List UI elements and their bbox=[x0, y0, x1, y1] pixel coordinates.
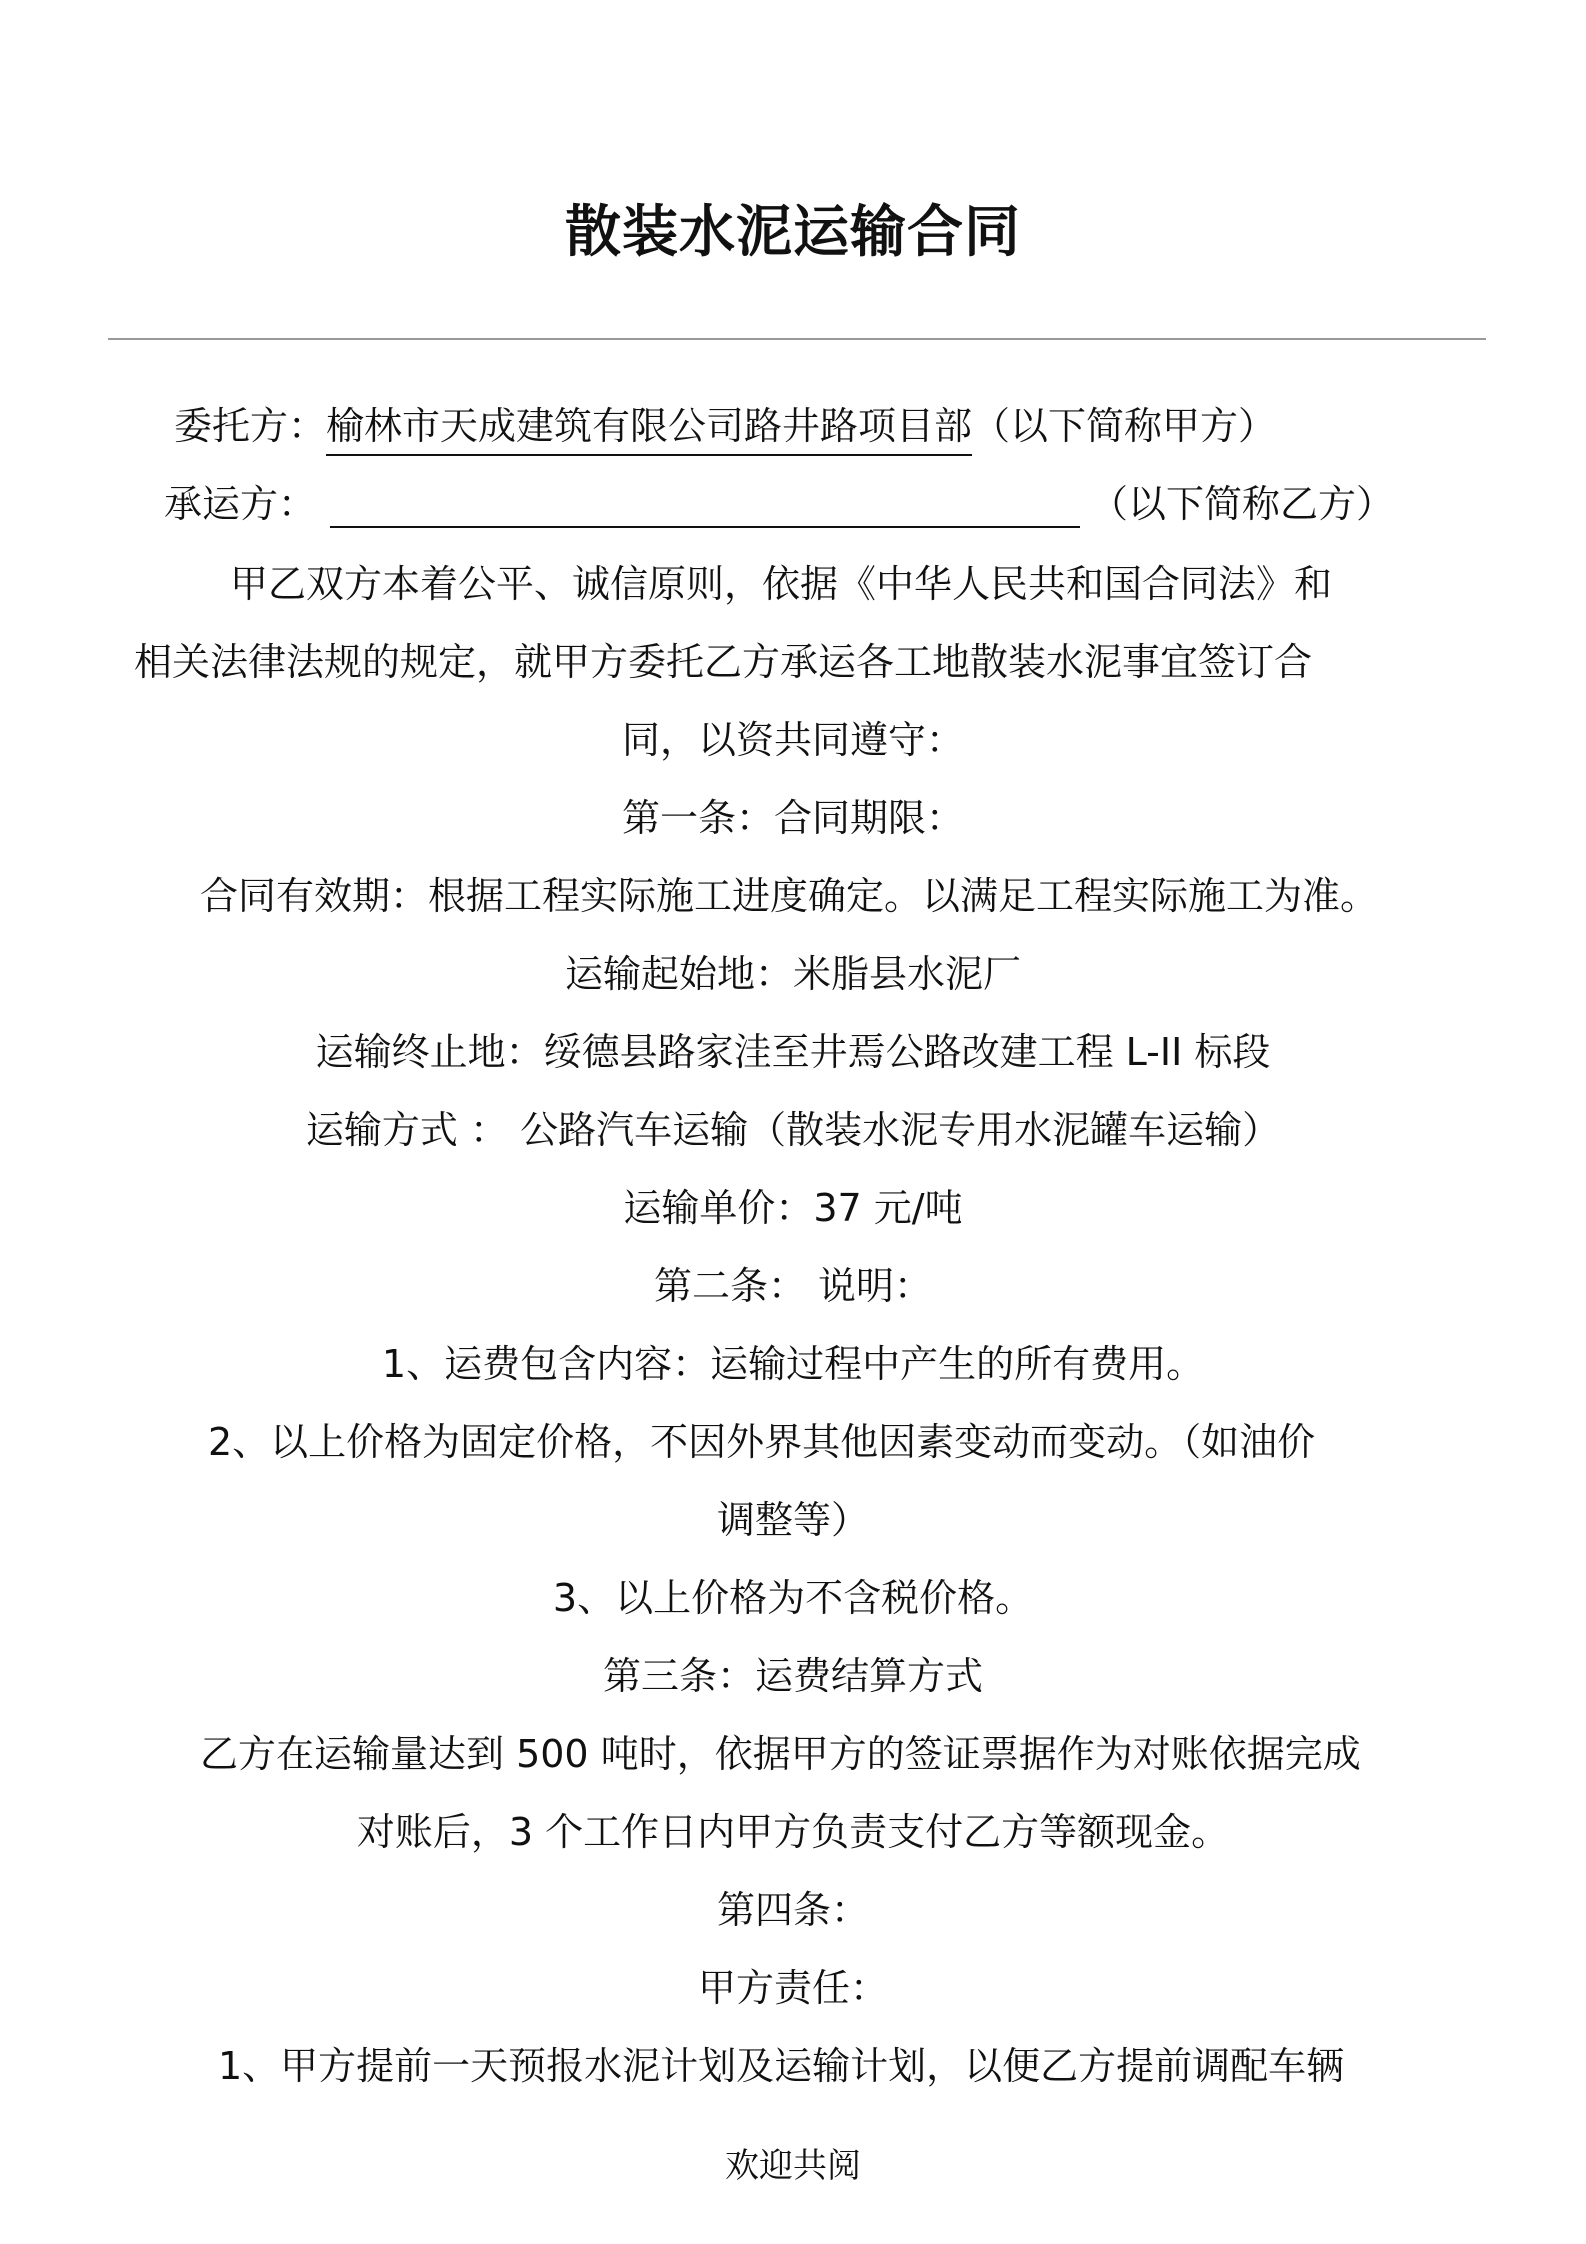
article-4-heading: 第四条： bbox=[716, 1888, 869, 1932]
footer-text: 欢迎共阅 bbox=[725, 2146, 861, 2186]
title-divider bbox=[108, 338, 1486, 340]
transport-method: 运输方式 ： 公路汽车运输（散装水泥专用水泥罐车运输） bbox=[305, 1108, 1281, 1152]
party-a-heading: 甲方责任： bbox=[697, 1966, 888, 2010]
carrier-blank bbox=[330, 486, 1080, 528]
contract-validity: 合同有效期：根据工程实际施工进度确定。以满足工程实际施工为准。 bbox=[200, 874, 1379, 918]
intro-line-1: 甲乙双方本着公平、诚信原则，依据《中华人民共和国合同法》和 bbox=[230, 562, 1333, 606]
document-title: 散装水泥运输合同 bbox=[565, 200, 1021, 265]
article-1-heading: 第一条：合同期限： bbox=[621, 796, 964, 840]
article-3-heading: 第三条：运费结算方式 bbox=[602, 1654, 983, 1698]
settlement-line-1: 乙方在运输量达到 500 吨时，依据甲方的签证票据作为对账依据完成 bbox=[200, 1732, 1361, 1776]
article-2-heading: 第二条： 说明： bbox=[653, 1264, 933, 1308]
transport-origin: 运输起始地：米脂县水泥厂 bbox=[564, 952, 1021, 996]
note-3: 3、以上价格为不含税价格。 bbox=[552, 1576, 1034, 1620]
client-label: 委托方： bbox=[174, 404, 327, 448]
carrier-label: 承运方： bbox=[164, 482, 317, 526]
settlement-line-2: 对账后，3 个工作日内甲方负责支付乙方等额现金。 bbox=[356, 1810, 1230, 1854]
note-2-line-2: 调整等） bbox=[716, 1498, 869, 1542]
note-2-line-1: 2、以上价格为固定价格，不因外界其他因素变动而变动。（如油价 bbox=[208, 1420, 1316, 1464]
note-1: 1、运费包含内容：运输过程中产生的所有费用。 bbox=[381, 1342, 1205, 1386]
client-value: 榆林市天成建筑有限公司路井路项目部 bbox=[326, 404, 972, 456]
party-a-item-1: 1、甲方提前一天预报水泥计划及运输计划，以便乙方提前调配车辆 bbox=[218, 2044, 1345, 2088]
carrier-suffix: （以下简称乙方） bbox=[1090, 482, 1395, 526]
intro-line-3: 同，以资共同遵守： bbox=[621, 718, 964, 762]
transport-destination: 运输终止地：绥德县路家洼至井焉公路改建工程 L-II 标段 bbox=[315, 1030, 1271, 1074]
intro-line-2: 相关法律法规的规定，就甲方委托乙方承运各工地散装水泥事宜签订合 bbox=[134, 640, 1313, 684]
client-line bbox=[174, 404, 1276, 456]
carrier-line bbox=[164, 482, 1394, 528]
client-suffix: （以下简称甲方） bbox=[972, 404, 1277, 448]
transport-unit-price: 运输单价：37 元/吨 bbox=[623, 1186, 963, 1230]
